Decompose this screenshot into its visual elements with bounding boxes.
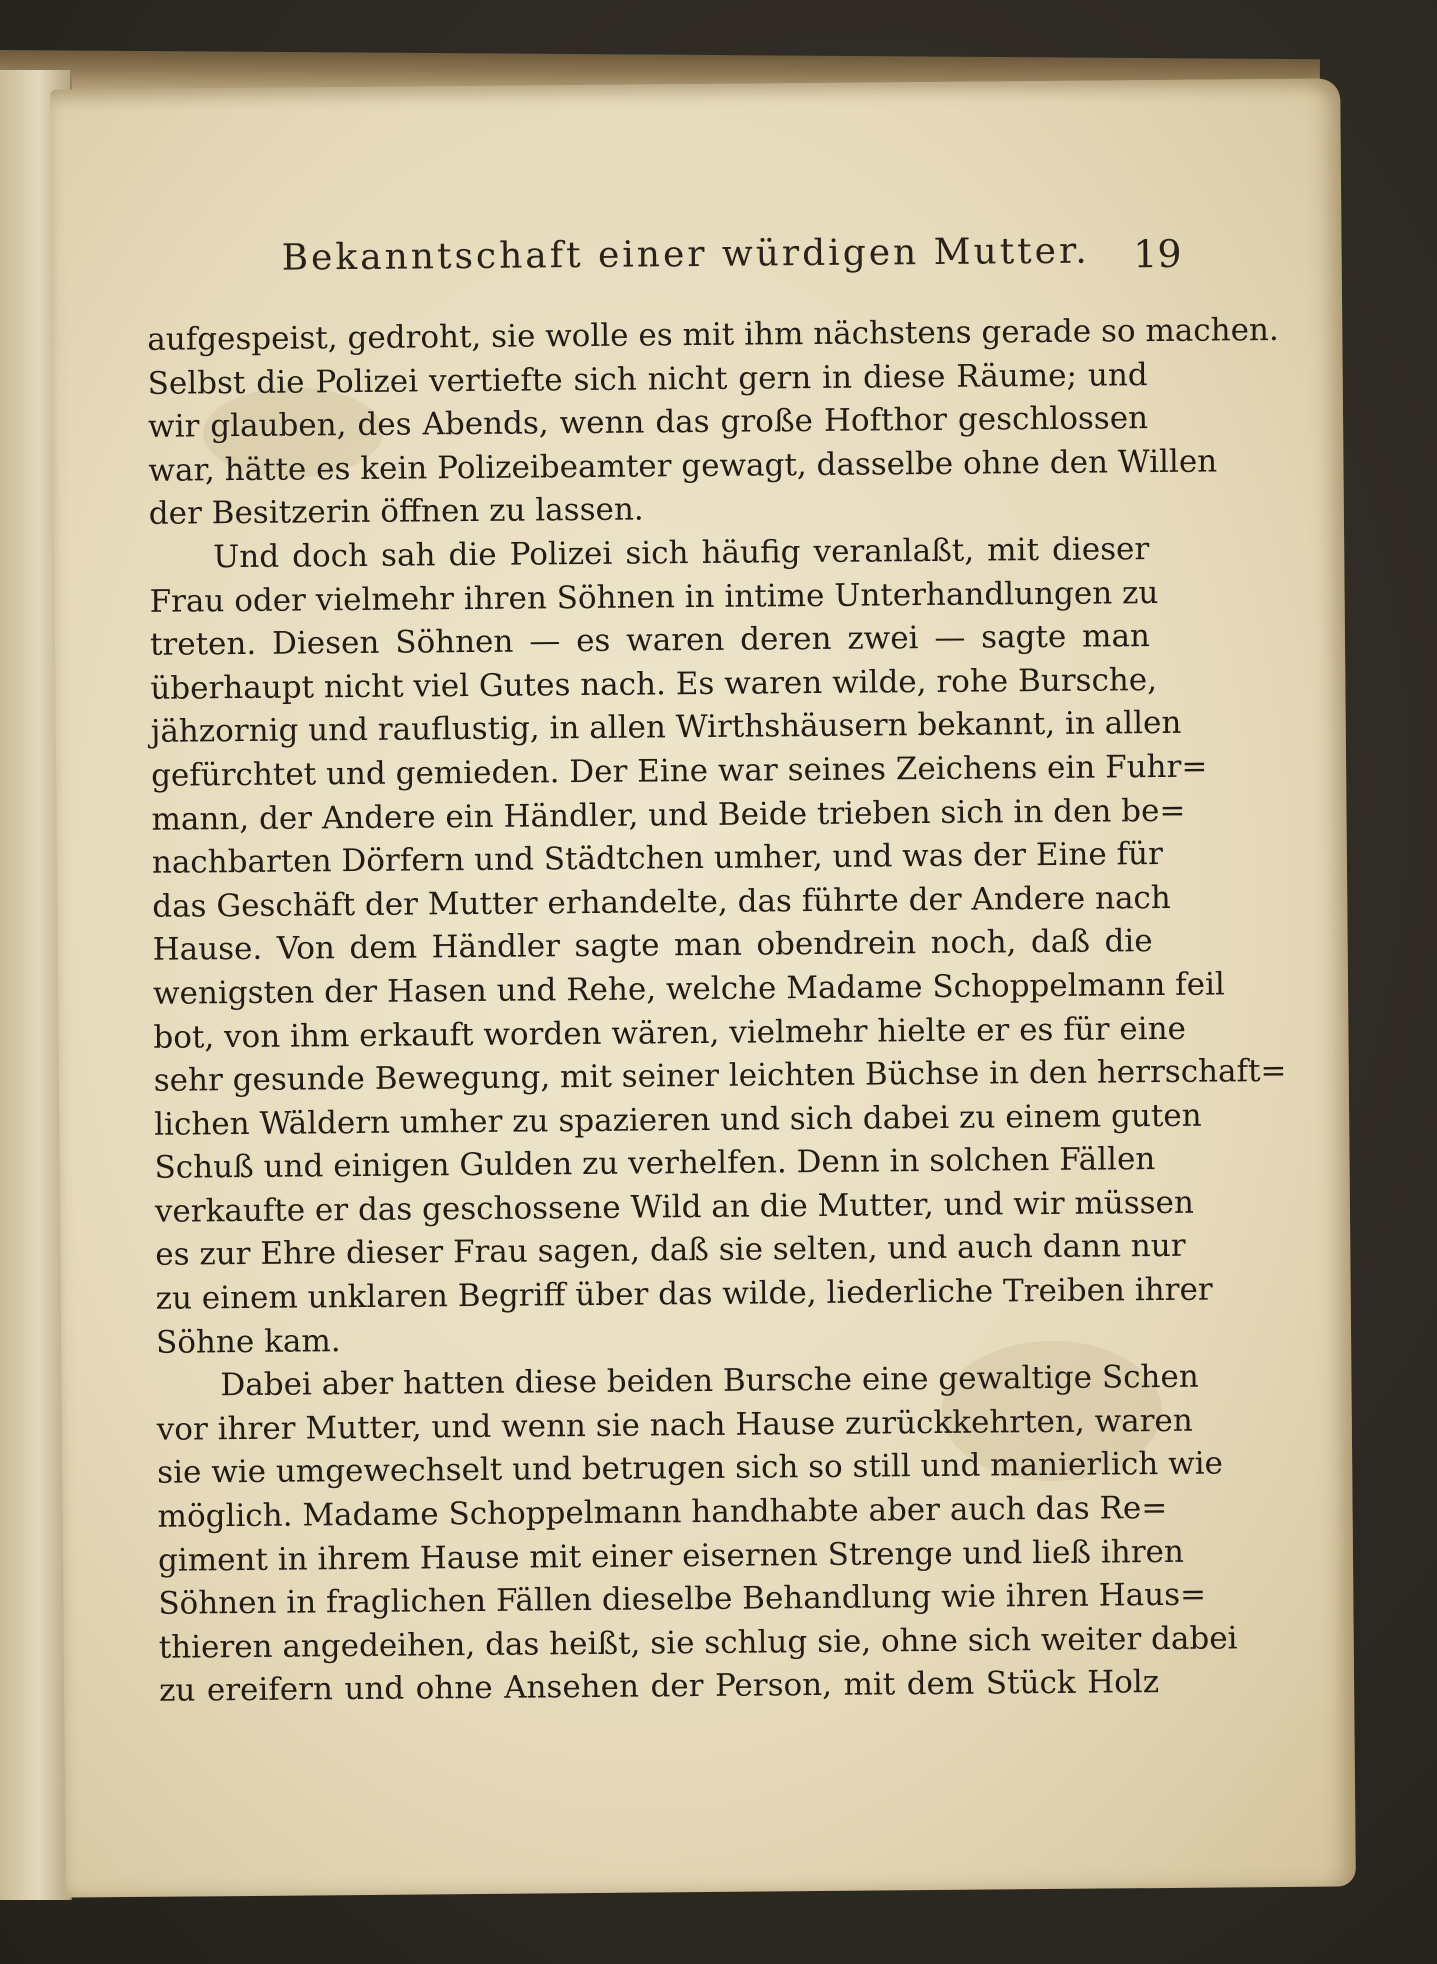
- page-header: [281, 230, 1181, 298]
- text-line: Hause. Von dem Händler sagte man obendrein noch, daß die: [152, 923, 1153, 969]
- text-line: gefürchtet und gemieden. Der Eine war seines Zeichens ein Fuhr=: [150, 748, 1208, 794]
- text-line: Söhne kam.: [155, 1322, 341, 1361]
- text-line: zu ereifern und ohne Ansehen der Person, mit dem Stück Holz: [158, 1664, 1160, 1710]
- text-line: Frau oder vielmehr ihren Söhnen in intime Unterhandlungen zu: [149, 574, 1159, 620]
- text-line: Selbst die Polizei vertiefte sich nicht gern in diese Räume; und: [147, 356, 1148, 402]
- body-text: [147, 310, 1287, 1714]
- text-line: treten. Diesen Söhnen — es waren deren zwei — sagte man: [149, 618, 1151, 663]
- running-title: Bekanntschaft einer würdigen Mutter.: [281, 230, 1090, 279]
- text-line: thieren angedeihen, das heißt, sie schlug sie, ohne sich weiter dabei: [158, 1620, 1238, 1666]
- book-page: [50, 78, 1356, 1897]
- text-line: Und doch sah die Polizei sich häufig veranlaßt, mit dieser: [213, 531, 1150, 576]
- text-line: mann, der Andere ein Händler, und Beide trieben sich in den be=: [151, 792, 1186, 838]
- text-line: lichen Wäldern umher zu spazieren und sich dabei zu einem guten: [154, 1097, 1202, 1143]
- text-line: verkaufte er das geschossene Wild an die Mutter, und wir müssen: [154, 1184, 1195, 1230]
- text-line: das Geschäft der Mutter erhandelte, das führte der Andere nach: [152, 879, 1171, 925]
- text-line: wir glauben, des Abends, wenn das große Hofthor geschlossen: [147, 400, 1149, 446]
- text-line: es zur Ehre dieser Frau sagen, daß sie selten, und auch dann nur: [155, 1228, 1186, 1274]
- text-line: aufgespeist, gedroht, sie wolle es mit ihm nächstens gerade so machen.: [147, 311, 1279, 358]
- text-line: sehr gesunde Bewegung, mit seiner leichten Büchse in den herrschaft=: [153, 1053, 1287, 1099]
- text-line: wenigsten der Hasen und Rehe, welche Madame Schoppelmann feil: [152, 966, 1226, 1012]
- text-line: Söhnen in fraglichen Fällen dieselbe Behandlung wie ihren Haus=: [158, 1576, 1207, 1622]
- text-line: nachbarten Dörfern und Städtchen umher, und was der Eine für: [151, 836, 1163, 881]
- paragraph-3: [156, 1356, 1238, 1713]
- text-line: jähzornig und rauflustig, in allen Wirthshäusern bekannt, in allen: [150, 705, 1182, 751]
- text-line: war, hätte es kein Polizeibeamter gewagt, dasselbe ohne den Willen: [148, 443, 1218, 489]
- text-line: zu einem unklaren Begriff über das wilde, liederliche Treiben ihrer: [155, 1271, 1213, 1317]
- text-line: bot, von ihm erkauft worden wären, vielmehr hielte er es für eine: [153, 1010, 1187, 1056]
- text-line: Schuß und einigen Gulden zu verhelfen. Denn in solchen Fällen: [154, 1141, 1156, 1187]
- text-line: möglich. Madame Schoppelmann handhabte aber auch das Re=: [157, 1490, 1168, 1535]
- text-line: sie wie umgewechselt und betrugen sich so still und manierlich wie: [157, 1445, 1224, 1492]
- text-line: vor ihrer Mutter, und wenn sie nach Hause zurückkehrten, waren: [156, 1402, 1193, 1448]
- paragraph-1: [147, 310, 1279, 537]
- paragraph-2: [149, 528, 1287, 1365]
- page-number: 19: [1133, 231, 1182, 277]
- text-line: giment in ihrem Hause mit einer eisernen Strenge und ließ ihren: [157, 1533, 1185, 1579]
- text-line: der Besitzerin öffnen zu lassen.: [148, 491, 644, 533]
- text-line: überhaupt nicht viel Gutes nach. Es waren wilde, rohe Bursche,: [150, 661, 1158, 707]
- text-line: Dabei aber hatten diese beiden Bursche eine gewaltige Schen: [220, 1358, 1199, 1404]
